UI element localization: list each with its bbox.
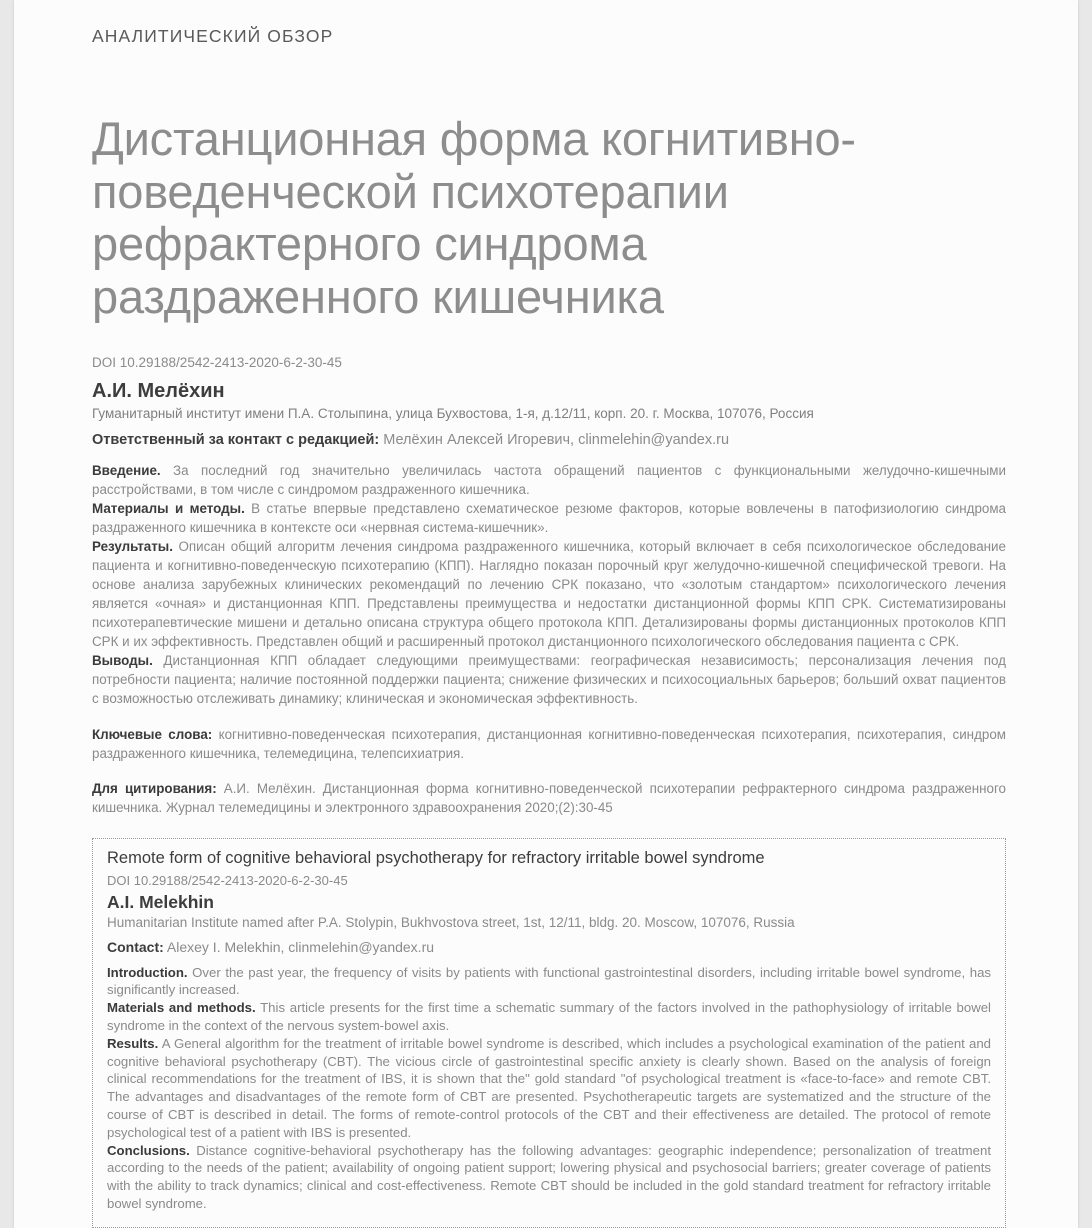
author-name-en: A.I. Melekhin [107, 891, 214, 912]
english-abstract-box [92, 838, 1006, 1228]
abstract-section-text-en: Over the past year, the frequency of visits by patients with functional gastrointestinal disorders, including irritable bowel syndrome, has significantly increased. [107, 964, 991, 998]
abstract-section-label-en: Materials and methods. [107, 1000, 256, 1016]
abstract-section-text-ru: Описан общий алгоритм лечения синдрома раздраженного кишечника, который включает в себя психологическое обследование пациента и когнитивно-поведенческую психотерапию (КПП). Наглядно показан порочный круг желудочно-кишечной специфической тревоги. На основе анализа зарубежных клинических рекомендаций по лечению СРК показано, что «золотым стандартом» психологического лечения является «очная» и дистанционная КПП. Представлены преимущества и недостатки дистанционной формы КПП СРК. Систематизированы психотерапевтические мишени и детально описана структура общего протокола КПП. Детализированы формы дистанционных протоколов КПП СРК и их эффективность. Представлен общий и расширенный протокол дистанционного психологического обследования пациента с СРК. [92, 539, 1006, 650]
contact-value-en: Alexey I. Melekhin, clinmelehin@yandex.ru [163, 938, 435, 955]
abstract-section-ru [92, 651, 1006, 708]
abstract-section-label-ru: Результаты. [92, 539, 173, 555]
document-page [14, 0, 1078, 1228]
citation-label-ru: Для цитирования: [92, 781, 217, 797]
article-title-en: Remote form of cognitive behavioral psychotherapy for refractory irritable bowel syndrome [107, 848, 765, 867]
author-affiliation-en: Humanitarian Institute named after P.A. Stolypin, Bukhvostova street, 1st, 12/11, bldg. 20. Moscow, 107076, Russia [107, 914, 795, 930]
contact-label-ru: Ответственный за контакт с редакцией: [92, 431, 380, 448]
abstract-section-label-en: Introduction. [107, 964, 188, 980]
abstract-section-ru [92, 499, 1006, 537]
page-title: Дистанционная форма когнитивно-поведенческой психотерапии рефрактерного синдрома раздраженного кишечника [92, 112, 856, 323]
page-content [14, 0, 1078, 1228]
author-name-ru: А.И. Мелёхин [92, 379, 225, 402]
author-affiliation-ru: Гуманитарный институт имени П.А. Столыпина, улица Бухвостова, 1-я, д.12/11, корп. 20. г. Москва, 107076, Россия [92, 405, 814, 421]
abstract-section-text-en: This article presents for the first time a schematic summary of the factors involved in the pathophysiology of irritable bowel syndrome in the context of the nervous system-bowel axis. [107, 1000, 991, 1033]
abstract-section-en [107, 999, 991, 1035]
abstract-section-ru [92, 461, 1006, 499]
abstract-ru [92, 461, 1006, 708]
keywords-ru [92, 725, 1006, 763]
abstract-section-text-ru: Дистанционная КПП обладает следующими преимуществами: географическая независимость; персонализация лечения под потребности пациента; наличие постоянной поддержки пациента; снижение физических и психосоциальных барьеров; больший охват пациентов с возможностью отслеживать динамику; клиническая и экономическая эффективность. [92, 653, 1006, 707]
abstract-section-en [107, 1142, 991, 1213]
abstract-section-text-en: Distance cognitive-behavioral psychotherapy has the following advantages: geographic independence; personalization of treatment according to the needs of the patient; availability of ongoing patient support; lowering physical and psychosocial barriers; greater coverage of patients with the ability to track dynamics; clinical and cost-effectiveness. Remote CBT should be included in the gold standard treatment for refractory irritable bowel syndrome. [107, 1142, 991, 1212]
contact-line-ru [92, 432, 1006, 448]
contact-value-ru: Мелёхин Алексей Игоревич, clinmelehin@yandex.ru [383, 431, 730, 448]
doi-ru: DOI 10.29188/2542-2413-2020-6-2-30-45 [92, 354, 342, 370]
abstract-section-text-en: A General algorithm for the treatment of irritable bowel syndrome is described, which includes a psychological examination of the patient and cognitive behavioral psychotherapy (CBT). The vicious circle of gastrointestinal specific anxiety is clearly shown. Based on the analysis of foreign clinical recommendations for the treatment of IBS, it is shown that the" gold standard "of psychological treatment is «face-to-face» and remote CBT. The advantages and disadvantages of the remote form of CBT are presented. Psychotherapeutic targets are systematized and the structure of the course of CBT is described in detail. The forms of remote-control protocols of the CBT and their effectiveness are detailed. The protocol of remote psychological test of a patient with IBS is presented. [107, 1035, 991, 1140]
abstract-section-text-ru: За последний год значительно увеличилась частота обращений пациентов с функциональными желудочно-кишечными расстройствами, в том числе с синдромом раздраженного кишечника. [92, 462, 1006, 498]
abstract-en [107, 964, 991, 1213]
contact-label-en: Contact: [107, 938, 164, 955]
contact-line-en [107, 939, 991, 955]
doi-en: DOI 10.29188/2542-2413-2020-6-2-30-45 [107, 872, 348, 888]
abstract-section-en [107, 964, 991, 1000]
abstract-section-label-en: Conclusions. [107, 1142, 190, 1158]
abstract-section-label-en: Results. [107, 1035, 159, 1051]
abstract-section-en [107, 1035, 991, 1142]
abstract-section-label-ru: Материалы и методы. [92, 501, 245, 517]
keywords-label-ru: Ключевые слова: [92, 727, 213, 743]
abstract-section-text-ru: В статье впервые представлено схематическое резюме факторов, которые вовлечены в патофизиологию синдрома раздраженного кишечника в контексте оси «нервная система-кишечник». [92, 501, 1006, 536]
abstract-section-label-ru: Введение. [92, 462, 161, 478]
citation-ru [92, 779, 1006, 817]
article-category-kicker: АНАЛИТИЧЕСКИЙ ОБЗОР [92, 26, 334, 46]
abstract-section-ru [92, 537, 1006, 651]
abstract-section-label-ru: Выводы. [92, 653, 153, 669]
keywords-value-ru: когнитивно-поведенческая психотерапия, дистанционная когнитивно-поведенческая психотерапия, психотерапия, синдром раздраженного кишечника, телемедицина, телепсихиатрия. [92, 727, 1006, 762]
citation-value-ru: А.И. Мелёхин. Дистанционная форма когнитивно-поведенческой психотерапии рефрактерного синдрома раздраженного кишечника. Журнал телемедицины и электронного здравоохранения 2020;(2):30-45 [92, 781, 1006, 816]
